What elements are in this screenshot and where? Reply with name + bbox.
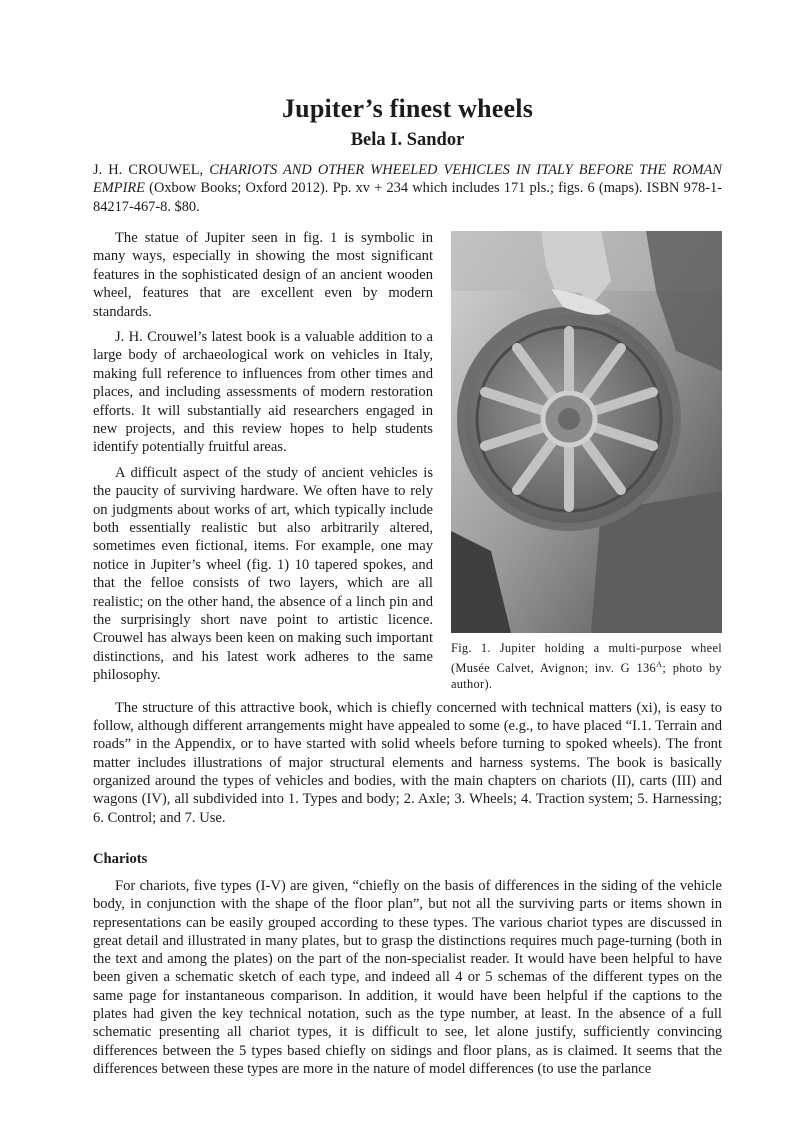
figure-1 xyxy=(451,231,722,693)
citation-details: (Oxbow Books; Oxford 2012). Pp. xv + 234 which includes 171 pls.; figs. 6 (maps). ISBN 978-1-84217-467-8. $80. xyxy=(93,180,722,215)
paragraph-5: For chariots, five types (I-V) are given, “chiefly on the basis of differences in the siding of the vehicle body, in conjunction with the shape of the floor plan”, but not all the surviving parts or items shown in representations can be easily grouped according to these types. The various chariot types are discussed in great detail and illustrated in many plates, but to grasp the distinctions requires much page-turning (both in the text and among the plates) on the part of the non-specialist reader. It would have been helpful to have been given a schematic sketch of each type, and indeed all 4 or 5 schemas of the different types on the same page for instantaneous comparison. In addition, it would have been helpful if the captions to the plates had given the key technical notation, such as the type number, at least. In the absence of a full schematic presenting all chariot types, it is difficult to see, let alone justify, sufficiently convincing differences between the 5 types based chiefly on sidings and floor plans, as is claimed. It seems that the differences between these types are more in the nature of model differences (to use the parlance xyxy=(93,877,722,1077)
article-page xyxy=(93,92,722,1078)
full-width-text xyxy=(93,699,722,1078)
paragraph-1: The statue of Jupiter seen in fig. 1 is symbolic in many ways, especially in showing the most significant features in the sophisticated design of an ancient wooden wheel, features that are excellent even by modern standards. xyxy=(93,229,433,320)
article-title: Jupiter’s finest wheels xyxy=(281,94,534,123)
article-author: Bela I. Sandor xyxy=(350,130,465,150)
citation-book-title: CHARIOTS AND OTHER WHEELED VEHICLES IN ITALY BEFORE THE ROMAN EMPIRE xyxy=(93,162,722,197)
left-column xyxy=(93,229,433,692)
caption-text-end: ; photo by author). xyxy=(451,661,722,692)
figure-caption xyxy=(451,640,722,693)
citation-authors: J. H. CROUWEL, xyxy=(93,162,210,178)
paragraph-2: J. H. Crouwel’s latest book is a valuable addition to a large body of archaeological work on vehicles in Italy, making full reference to influences from other times and places, and including assessments of modern restoration efforts. It will substantially aid researchers engaged in new projects, and this review hopes to help students identify potentially fruitful areas. xyxy=(93,328,433,456)
caption-superscript: A xyxy=(655,659,663,670)
section-heading-chariots: Chariots xyxy=(93,850,148,867)
two-column-block xyxy=(93,229,722,699)
caption-text: Fig. 1. Jupiter holding a multi-purpose wheel (Musée Calvet, Avignon; inv. G 136 xyxy=(451,640,722,676)
book-citation xyxy=(93,161,722,216)
jupiter-wheel-photo xyxy=(451,231,722,633)
paragraph-3: A difficult aspect of the study of ancient vehicles is the paucity of surviving hardware. We often have to rely on judgments about works of art, which typically include both essentially realistic but also arbitrarily altered, sometimes even fictional, items. For example, one may notice in Jupiter’s wheel (fig. 1) 10 tapered spokes, and that the felloe consists of two layers, which are all realistic; on the other hand, the absence of a linch pin and the surprisingly short nave point to artistic licence. Crouwel has always been keen on making such important distinctions, and his latest work adheres to the same philosophy. xyxy=(93,464,433,684)
paragraph-4: The structure of this attractive book, which is chiefly concerned with technical matters (xi), is easy to follow, although different arrangements might have appealed to some (e.g., to have placed “I.1. Terrain and roads” in the Appendix, or to have started with solid wheels before turning to spoked wheels). The front matter includes illustrations of major structural elements and harness systems. The book is basically organized around the types of vehicles and bodies, with the main chapters on chariots (II), carts (III) and wagons (IV), all subdivided into 1. Types and body; 2. Axle; 3. Wheels; 4. Traction system; 5. Harnessing; 6. Control; and 7. Use. xyxy=(93,699,722,826)
